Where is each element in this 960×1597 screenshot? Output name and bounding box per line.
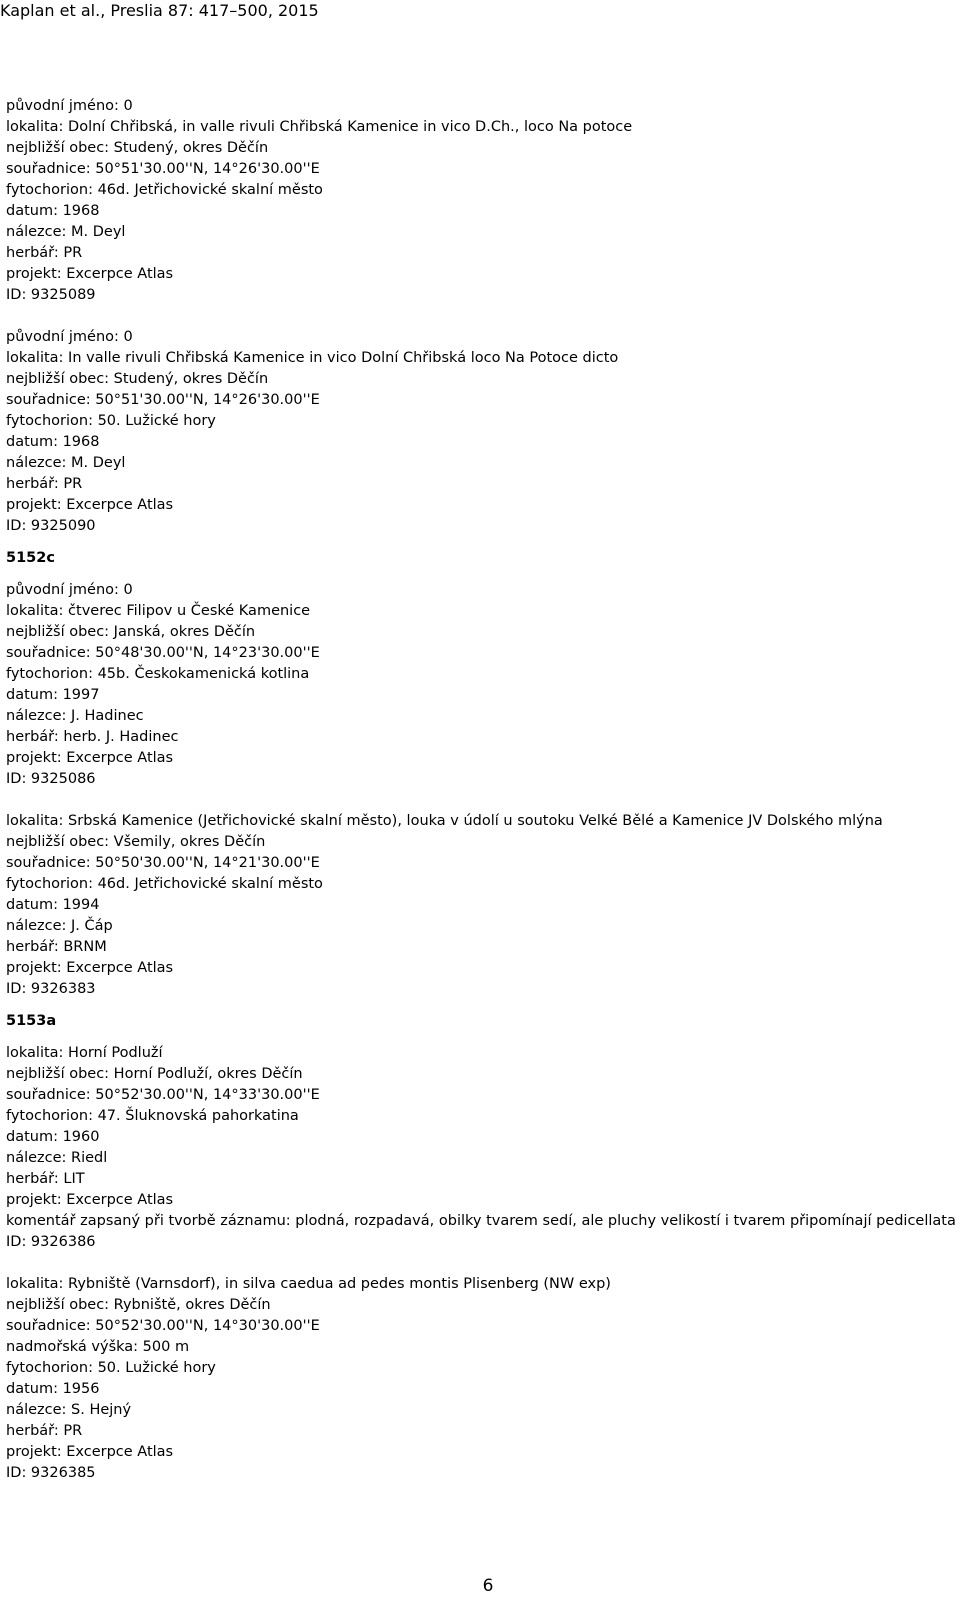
record-field: ID: 9326383	[6, 981, 96, 997]
record-field: ID: 9325089	[6, 287, 96, 303]
record-field: nejbližší obec: Studený, okres Děčín	[6, 371, 269, 387]
record-field: projekt: Excerpce Atlas	[6, 1444, 174, 1460]
record-field: ID: 9326385	[6, 1465, 96, 1481]
record-field: datum: 1997	[6, 687, 100, 703]
record-field: projekt: Excerpce Atlas	[6, 266, 174, 282]
record-field: lokalita: Srbská Kamenice (Jetřichovické skalní město), louka v údolí u soutoku Velké Bělé a Kamenice JV Dolského mlýna	[6, 813, 883, 829]
record-field: souřadnice: 50°48'30.00''N, 14°23'30.00''E	[6, 645, 320, 661]
record-field: herbář: BRNM	[6, 939, 107, 955]
record-field: nejbližší obec: Rybniště, okres Děčín	[6, 1297, 271, 1313]
record-field: projekt: Excerpce Atlas	[6, 960, 174, 976]
record-field: nálezce: J. Hadinec	[6, 708, 144, 724]
record-field: fytochorion: 50. Lužické hory	[6, 1360, 216, 1376]
record-field: datum: 1968	[6, 203, 100, 219]
record-field: projekt: Excerpce Atlas	[6, 750, 174, 766]
record-field: nejbližší obec: Studený, okres Děčín	[6, 140, 269, 156]
record-field: nálezce: S. Hejný	[6, 1402, 132, 1418]
record-field: ID: 9325086	[6, 771, 96, 787]
record-field: fytochorion: 47. Šluknovská pahorkatina	[6, 1108, 299, 1124]
record-field: souřadnice: 50°52'30.00''N, 14°30'30.00''E	[6, 1318, 320, 1334]
record-spacer	[6, 1032, 956, 1043]
record-field: datum: 1960	[6, 1129, 100, 1145]
record-field: lokalita: Rybniště (Varnsdorf), in silva caedua ad pedes montis Plisenberg (NW exp)	[6, 1276, 611, 1292]
record-spacer	[6, 306, 956, 327]
page-header-citation: Kaplan et al., Preslia 87: 417–500, 2015	[0, 1, 319, 20]
herbarium-record	[6, 1043, 956, 1253]
record-field: datum: 1968	[6, 434, 100, 450]
record-field: nadmořská výška: 500 m	[6, 1339, 190, 1355]
record-field: nejbližší obec: Janská, okres Děčín	[6, 624, 256, 640]
herbarium-record	[6, 1274, 956, 1484]
record-field: původní jméno: 0	[6, 329, 133, 345]
record-field: projekt: Excerpce Atlas	[6, 497, 174, 513]
record-field: lokalita: In valle rivuli Chřibská Kamenice in vico Dolní Chřibská loco Na Potoce dicto	[6, 350, 619, 366]
record-field: nejbližší obec: Všemily, okres Děčín	[6, 834, 266, 850]
record-spacer	[6, 1000, 956, 1011]
record-field: nálezce: J. Čáp	[6, 918, 113, 934]
herbarium-record	[6, 811, 956, 1000]
record-field: nálezce: Riedl	[6, 1150, 108, 1166]
grid-square-heading: 5152c	[6, 550, 55, 566]
record-field: herbář: PR	[6, 1423, 83, 1439]
record-spacer	[6, 537, 956, 548]
page-number: 6	[482, 1576, 494, 1596]
record-field: souřadnice: 50°51'30.00''N, 14°26'30.00''E	[6, 392, 320, 408]
record-spacer	[6, 569, 956, 580]
record-field: projekt: Excerpce Atlas	[6, 1192, 174, 1208]
record-field: herbář: PR	[6, 476, 83, 492]
record-field: lokalita: Horní Podluží	[6, 1045, 163, 1061]
herbarium-record	[6, 580, 956, 790]
record-field: fytochorion: 50. Lužické hory	[6, 413, 216, 429]
record-field: lokalita: Dolní Chřibská, in valle rivuli Chřibská Kamenice in vico D.Ch., loco Na potoce	[6, 119, 633, 135]
record-field: datum: 1994	[6, 897, 100, 913]
record-field: souřadnice: 50°50'30.00''N, 14°21'30.00''E	[6, 855, 320, 871]
record-field: nejbližší obec: Horní Podluží, okres Děčín	[6, 1066, 303, 1082]
record-field: fytochorion: 46d. Jetřichovické skalní město	[6, 876, 323, 892]
record-field: herbář: LIT	[6, 1171, 85, 1187]
record-field: komentář zapsaný při tvorbě záznamu: plodná, rozpadavá, obilky tvarem sedí, ale pluchy velikostí i tvarem připomínají pedicellata	[6, 1213, 956, 1229]
record-field: herbář: PR	[6, 245, 83, 261]
record-field: datum: 1956	[6, 1381, 100, 1397]
record-field: původní jméno: 0	[6, 582, 133, 598]
herbarium-record	[6, 327, 956, 537]
record-spacer	[6, 790, 956, 811]
record-field: lokalita: čtverec Filipov u České Kamenice	[6, 603, 311, 619]
grid-square-heading: 5153a	[6, 1013, 57, 1029]
record-field: původní jméno: 0	[6, 98, 133, 114]
record-field: nálezce: M. Deyl	[6, 224, 126, 240]
record-field: souřadnice: 50°51'30.00''N, 14°26'30.00''E	[6, 161, 320, 177]
record-field: fytochorion: 46d. Jetřichovické skalní město	[6, 182, 323, 198]
herbarium-record	[6, 96, 956, 306]
record-field: herbář: herb. J. Hadinec	[6, 729, 179, 745]
document-body	[6, 96, 956, 1484]
record-field: souřadnice: 50°52'30.00''N, 14°33'30.00''E	[6, 1087, 320, 1103]
record-field: fytochorion: 45b. Českokamenická kotlina	[6, 666, 310, 682]
record-field: ID: 9325090	[6, 518, 96, 534]
record-field: nálezce: M. Deyl	[6, 455, 126, 471]
record-spacer	[6, 1253, 956, 1274]
record-field: ID: 9326386	[6, 1234, 96, 1250]
